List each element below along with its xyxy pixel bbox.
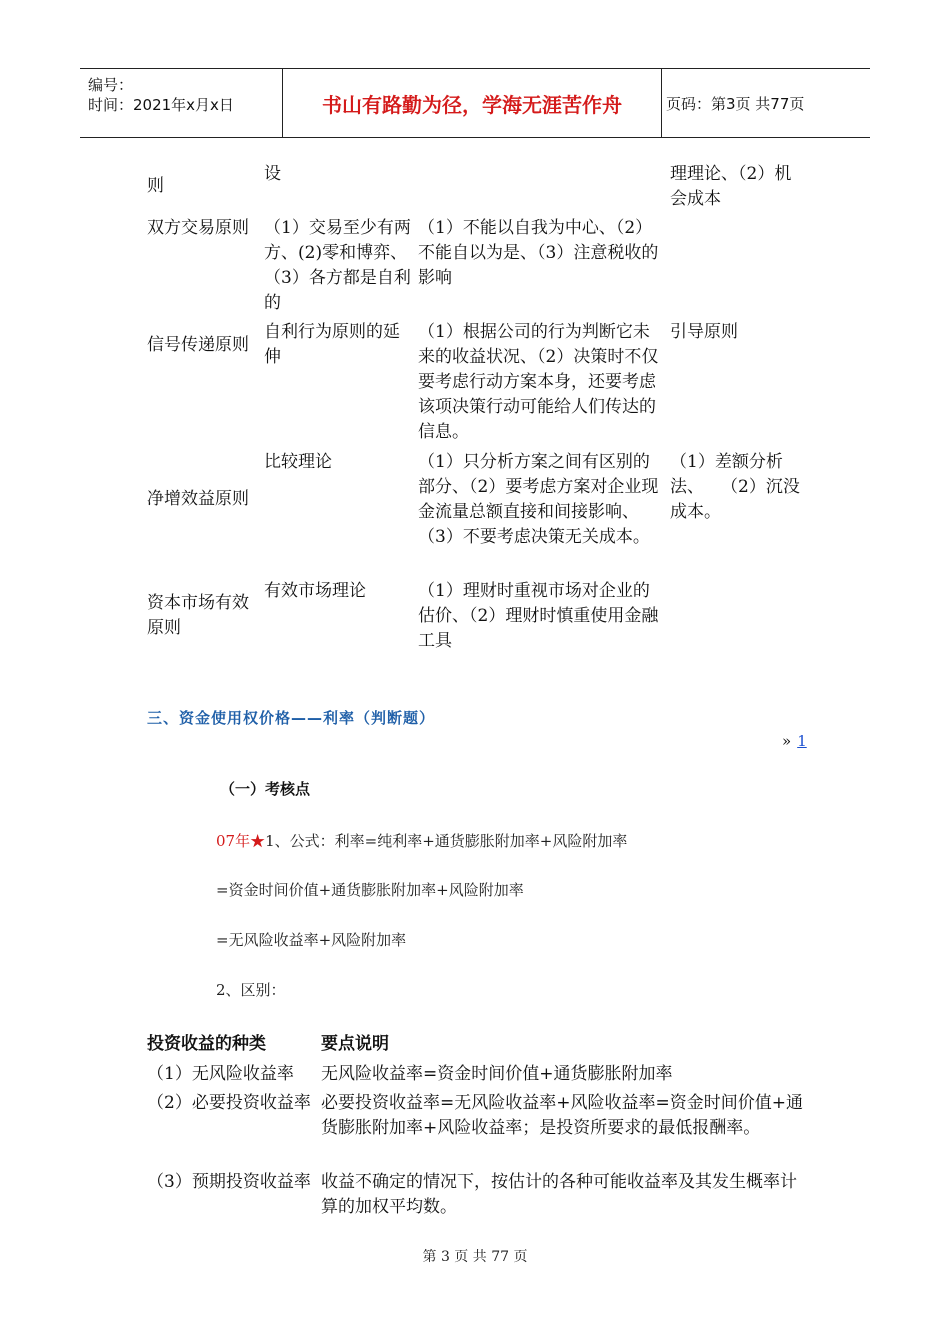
table-cell: （1）不能以自我为中心、（2）不能自以为是、（3）注意税收的影响 bbox=[418, 218, 659, 288]
table-cell: （1）交易至少有两方、(2)零和博弈、（3）各方都是自利的 bbox=[264, 218, 411, 313]
formula-text-1: 1、公式：利率=纯利率+通货膨胀附加率+风险附加率 bbox=[265, 832, 628, 850]
nav-link-group bbox=[782, 732, 807, 750]
formula-line-2: =资金时间价值+通货膨胀附加率+风险附加率 bbox=[216, 881, 524, 899]
table-cell: 双方交易原则 bbox=[147, 218, 249, 238]
table-cell: （1）理财时重视市场对企业的估价、（2）理财时慎重使用金融工具 bbox=[418, 581, 659, 651]
table-cell: （2）必要投资收益率 bbox=[147, 1093, 311, 1113]
number-label: 编号： bbox=[88, 76, 134, 94]
table-cell: 信号传递原则 bbox=[147, 335, 249, 355]
table-cell: （1）根据公司的行为判断它未来的收益状况、（2）决策时不仅要考虑行动方案本身，还要考虑该项决策行动可能给人们传达的信息。 bbox=[418, 322, 659, 442]
year-star-marker: 07年★ bbox=[216, 832, 266, 850]
table-cell: 必要投资收益率=无风险收益率+风险收益率=资金时间价值+通货膨胀附加率+风险收益率；是投资所要求的最低报酬率。 bbox=[321, 1093, 803, 1138]
table-cell: （1）无风险收益率 bbox=[147, 1064, 294, 1084]
table-cell: （3）预期投资收益率 bbox=[147, 1172, 311, 1192]
subsection-title: （一）考核点 bbox=[220, 780, 311, 798]
table-header: 投资收益的种类 bbox=[147, 1034, 266, 1054]
point-2: 2、区别： bbox=[216, 981, 286, 999]
table-cell: 自利行为原则的延伸 bbox=[264, 322, 400, 367]
table-cell: （1）差额分析法、 （2）沉没成本。 bbox=[670, 452, 800, 522]
nav-arrow-icon: » bbox=[782, 732, 792, 750]
table-cell: 净增效益原则 bbox=[147, 489, 249, 509]
time-label: 时间：2021年x月x日 bbox=[88, 96, 234, 114]
table-cell: 有效市场理论 bbox=[264, 581, 366, 601]
table-cell: 设 bbox=[264, 164, 281, 184]
header-page-info: 页码：第3页 共77页 bbox=[666, 94, 805, 113]
formula-line-1 bbox=[216, 830, 627, 851]
nav-link[interactable]: 1 bbox=[797, 732, 807, 750]
section-title: 三、资金使用权价格——利率（判断题） bbox=[147, 709, 436, 727]
table-cell: 收益不确定的情况下，按估计的各种可能收益率及其发生概率计算的加权平均数。 bbox=[321, 1172, 797, 1217]
table-cell: 引导原则 bbox=[670, 322, 738, 342]
header-motto: 书山有路勤为径，学海无涯苦作舟 bbox=[282, 69, 662, 137]
table-cell: 无风险收益率=资金时间价值+通货膨胀附加率 bbox=[321, 1064, 673, 1084]
page-footer: 第 3 页 共 77 页 bbox=[422, 1249, 528, 1265]
table-cell: 则 bbox=[147, 176, 164, 196]
table-cell: 资本市场有效原则 bbox=[147, 593, 249, 638]
table-header: 要点说明 bbox=[321, 1034, 389, 1054]
table-cell: 理理论、（2）机会成本 bbox=[670, 164, 792, 209]
table-cell: 比较理论 bbox=[264, 452, 332, 472]
table-cell: （1）只分析方案之间有区别的部分、（2）要考虑方案对企业现金流量总额直接和间接影响、（3）不要考虑决策无关成本。 bbox=[418, 452, 659, 547]
page-header bbox=[80, 68, 870, 138]
header-meta bbox=[88, 75, 234, 115]
formula-line-3: =无风险收益率+风险附加率 bbox=[216, 931, 407, 949]
